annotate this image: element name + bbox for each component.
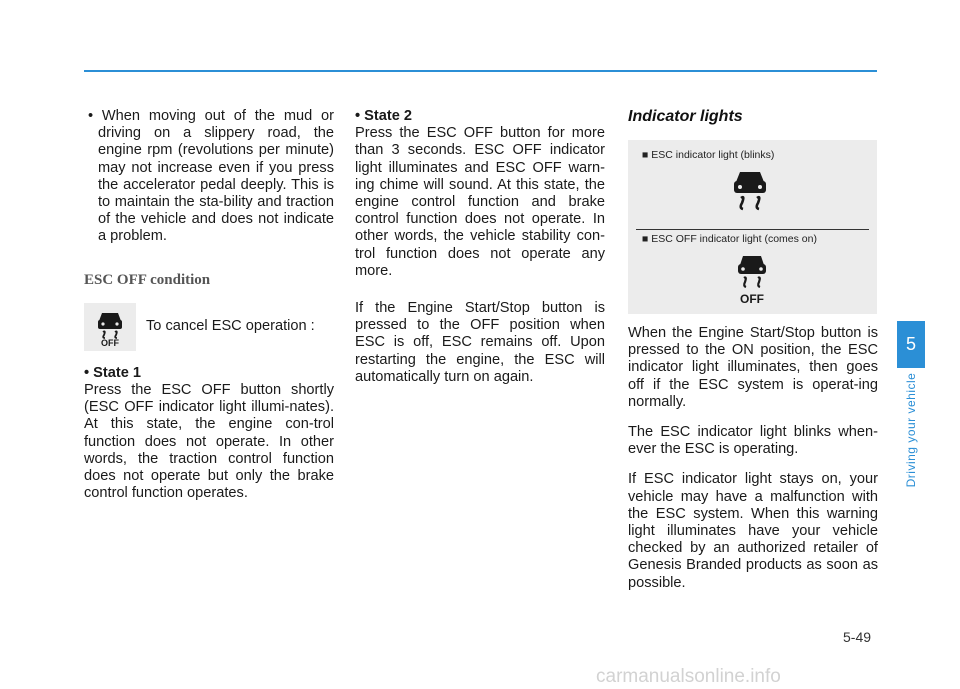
indicator-panel (628, 140, 877, 314)
svg-text:OFF: OFF (740, 292, 764, 305)
panel-divider (636, 229, 869, 230)
indicator-para-3: If ESC indicator light stays on, your vehicle may have a malfunction with the ESC system. When this warning light illuminates have your vehicle checked by an authorized retailer of Genesis Branded products as soon as possible. (628, 471, 878, 591)
mud-bullet-text: • When moving out of the mud or driving on a slippery road, the engine rpm (revolutions per minute) may not increase even if you press the accelerator pedal deeply. This is to maintain the sta-bility and traction of the vehicle and does not indicate a problem. (88, 108, 334, 245)
watermark: carmanualsonline.info (596, 666, 781, 687)
top-rule (84, 70, 877, 72)
esc-off-condition-heading: ESC OFF condition (84, 271, 211, 288)
state1-body: Press the ESC OFF button shortly (ESC OFF indicator light illumi-nates). At this state, the engine con-trol function does not operate. In other words, the traction control function does not operate but only the brake control function operates. (84, 382, 334, 502)
restart-text: If the Engine Start/Stop button is pressed to the OFF position when ESC is off, ESC remains off. Upon restarting the engine, the ESC will automatically turn on again. (355, 300, 605, 385)
state2-body: Press the ESC OFF button for more than 3 seconds. ESC OFF indicator light illuminates and ESC OFF warn-ing chime will sound. At this state, the engine control function and brake control function does not operate. In other words, the vehicle stability con-trol function does not operate any more. (355, 125, 605, 279)
chapter-number: 5 (905, 334, 916, 354)
state1-title: • State 1 (84, 364, 142, 381)
esc-off-comes-on-label: ■ ESC OFF indicator light (comes on) (642, 233, 817, 245)
chapter-title: Driving your vehicle (904, 372, 918, 488)
column-2 (355, 108, 605, 386)
chapter-tab (897, 321, 925, 368)
indicator-para-2: The ESC indicator light blinks when-ever the ESC is operating. (628, 424, 878, 458)
column-3 (628, 108, 878, 125)
esc-indicator-icon (728, 168, 772, 223)
esc-cancel-row (84, 303, 334, 351)
column-1 (84, 108, 334, 502)
indicator-para-1: When the Engine Start/Stop button is pressed to the ON position, the ESC indicator light illuminates, then goes off if the ESC system is operat-ing normally. (628, 325, 878, 410)
page-number: 5-49 (843, 629, 872, 645)
esc-blink-label: ■ ESC indicator light (blinks) (642, 149, 775, 161)
column-3-body (628, 325, 878, 592)
indicator-lights-heading: Indicator lights (628, 108, 743, 125)
esc-off-indicator-icon (732, 253, 772, 310)
cancel-esc-text: To cancel ESC operation : (146, 318, 315, 335)
esc-off-icon (84, 303, 136, 351)
state2-title: • State 2 (355, 108, 413, 124)
svg-text:OFF: OFF (101, 337, 119, 347)
